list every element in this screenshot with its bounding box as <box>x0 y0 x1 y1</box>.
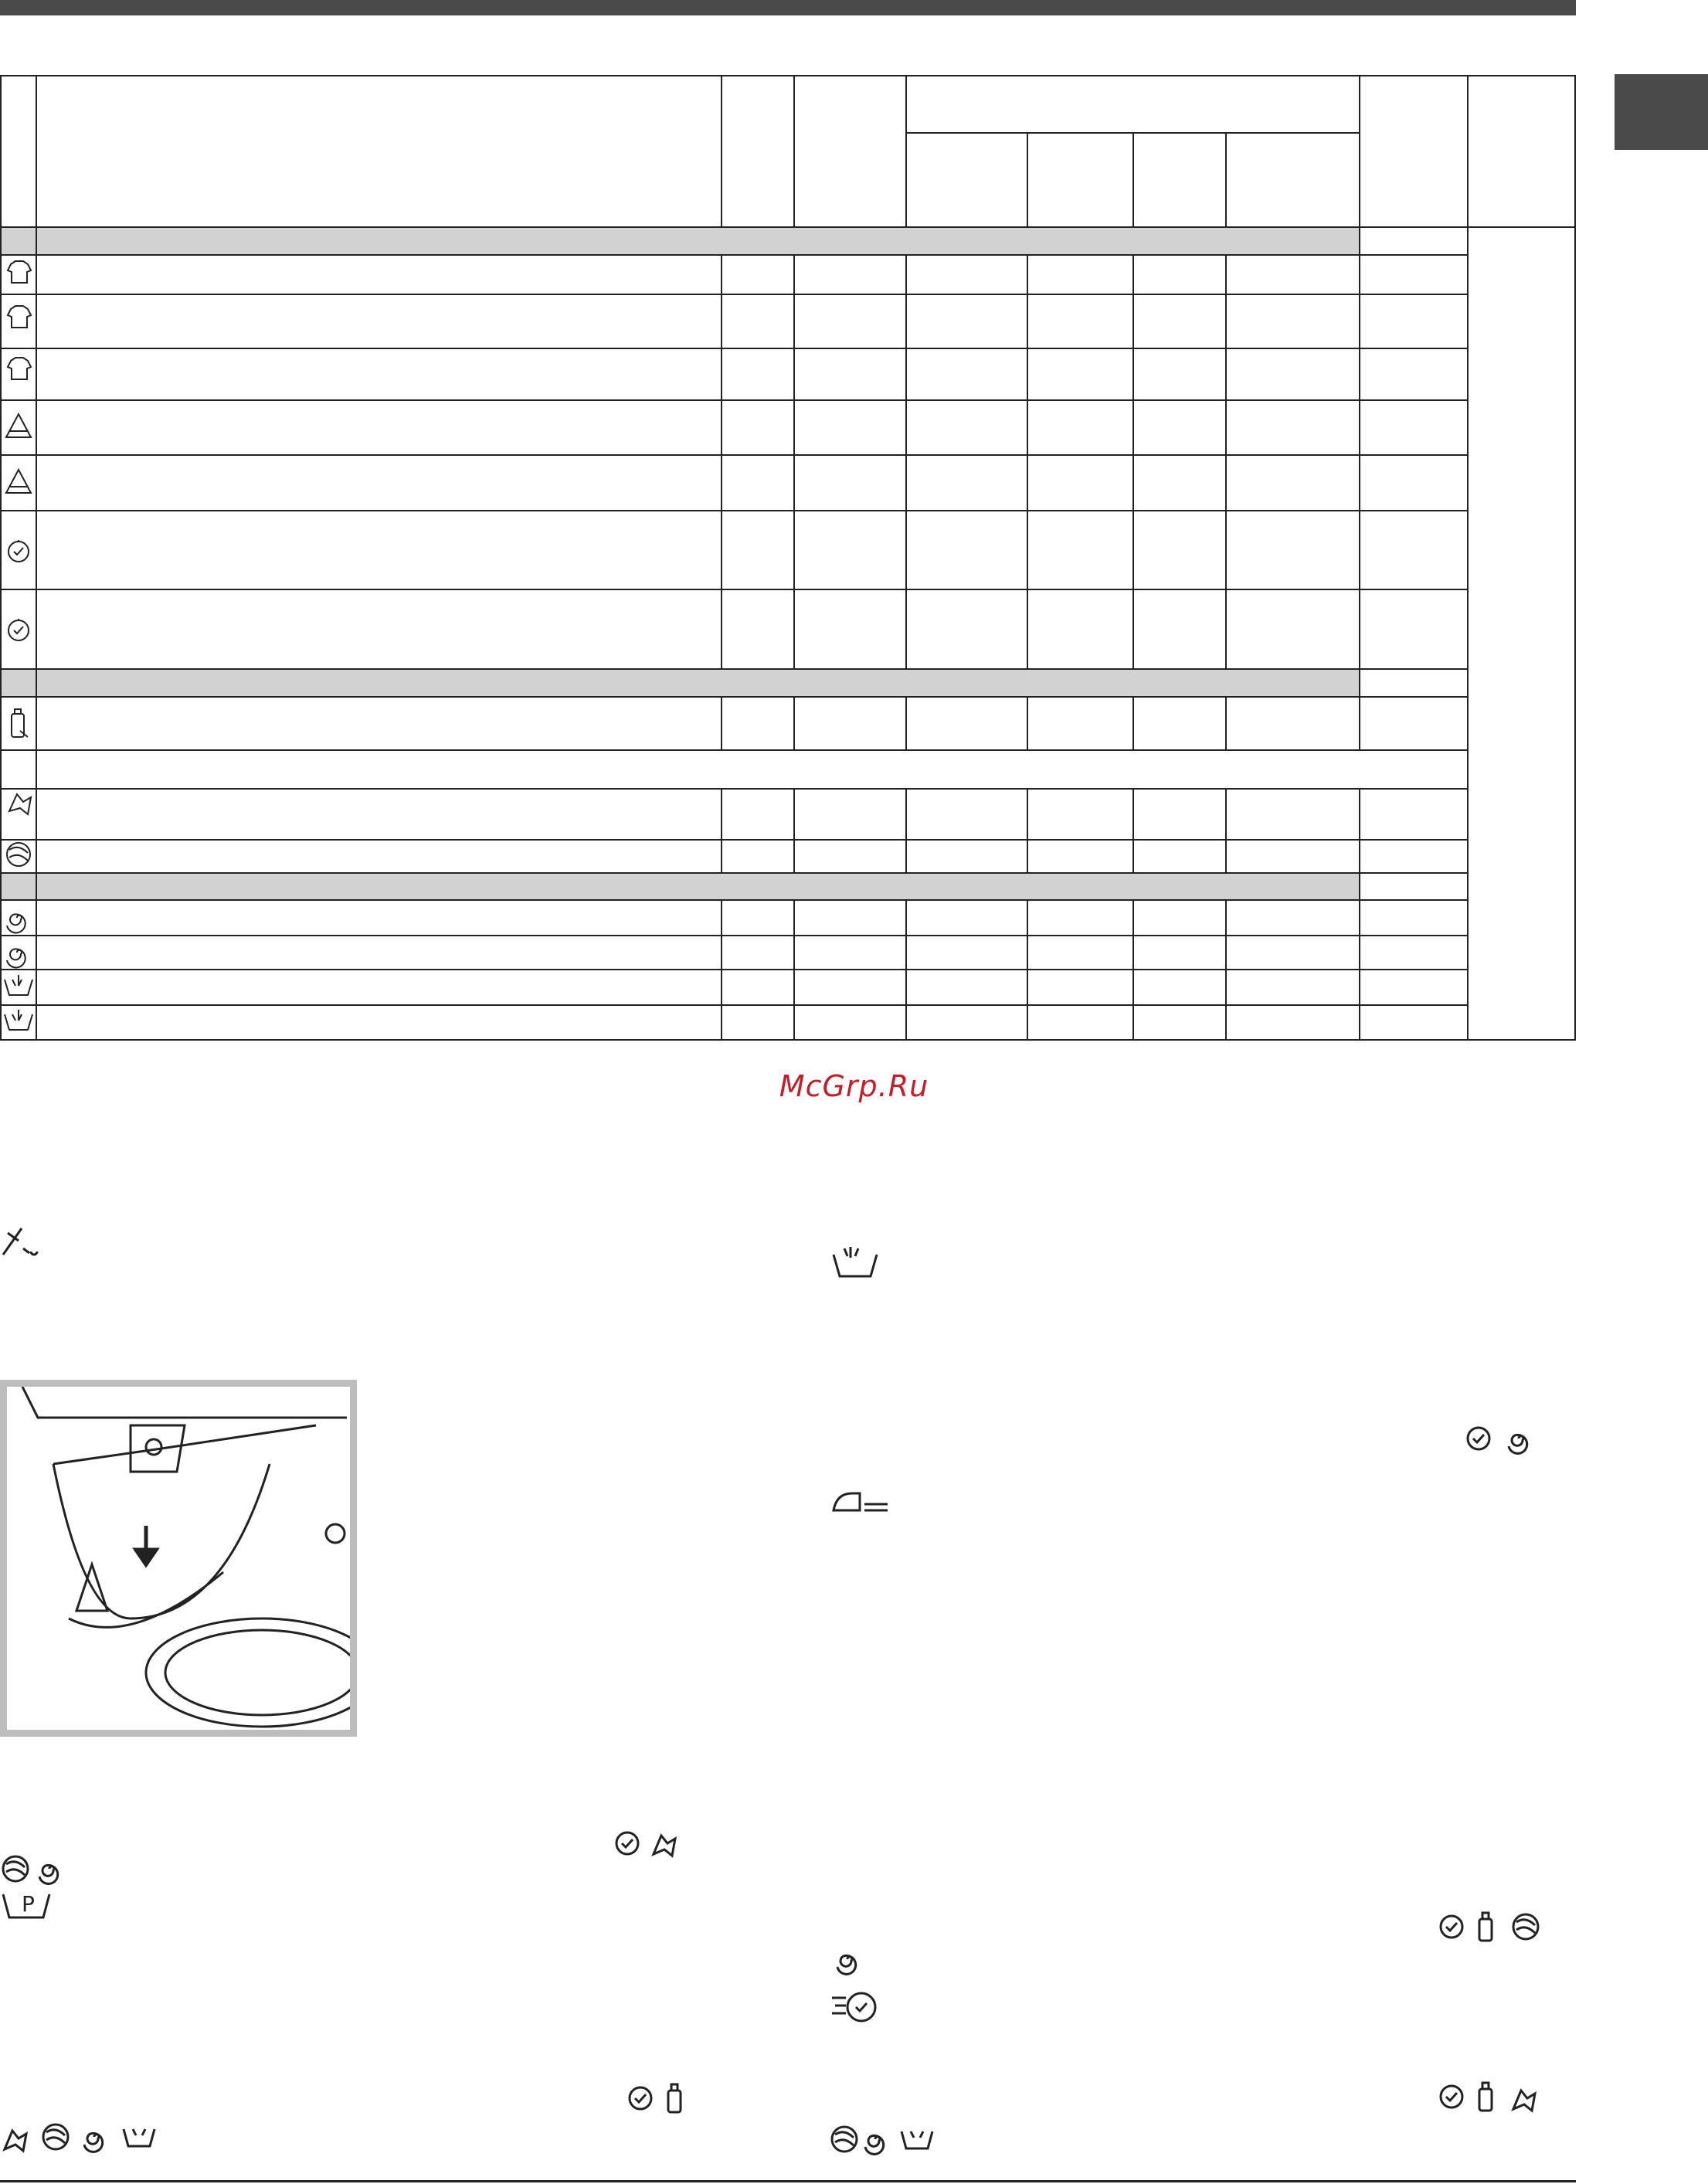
wool-spin-icons <box>0 1850 77 1889</box>
drain-icon <box>124 2129 155 2146</box>
drain-icon <box>5 975 32 995</box>
timer-bottle-silk-icons <box>1433 2078 1549 2117</box>
timer-icon <box>8 540 29 562</box>
wool-icon <box>7 843 30 866</box>
tshirt-icon <box>8 261 31 283</box>
timer-icon <box>616 1832 638 1854</box>
silk-icon <box>9 794 31 814</box>
timer-bottle-icons <box>622 2080 699 2118</box>
wool-icon <box>1513 1914 1538 1939</box>
spin-icon <box>830 1941 869 1979</box>
wool-icon <box>3 1856 28 1881</box>
tshirt-icon <box>8 358 31 379</box>
stain-removal-icon <box>0 1221 46 1267</box>
wool-spin-drain-icons <box>830 2121 939 2159</box>
timer-icon <box>1441 2086 1462 2108</box>
silk-icon <box>5 2131 26 2151</box>
delicates-icon <box>6 414 31 437</box>
timer-icon <box>1468 1428 1489 1449</box>
svg-text:P: P <box>22 1891 35 1917</box>
baby-bottle-icon <box>668 2084 681 2112</box>
quick-wash-icon <box>830 1987 885 2026</box>
timer-spin-icons <box>1460 1420 1545 1459</box>
drain-icon <box>902 2131 932 2148</box>
spin-icon <box>7 914 25 932</box>
wool-icon <box>43 2125 68 2149</box>
watermark: McGrp.Ru <box>779 1069 929 1103</box>
table-section-row <box>1 873 1360 900</box>
iron-icon <box>830 1487 892 1518</box>
baby-bottle-icon <box>1479 1913 1492 1941</box>
baby-bottle-icon <box>1479 2083 1492 2111</box>
table-section-row <box>1 669 1360 697</box>
silk-wool-spin-drain-icons <box>0 2118 170 2157</box>
table-section-fills <box>1 227 1360 900</box>
baby-bottle-icon <box>12 709 28 737</box>
table-section-row <box>1 227 1360 255</box>
timer-icon <box>8 619 29 640</box>
prewash-icon <box>0 1885 70 1924</box>
delicates-icon <box>6 470 31 493</box>
detergent-drawer-drawing <box>7 1387 350 1730</box>
spin-icon <box>84 2133 103 2152</box>
page-footer-bar <box>0 2180 1576 2182</box>
spin-icon <box>39 1865 58 1883</box>
silk-icon <box>1513 2091 1535 2111</box>
spin-icon <box>865 2135 884 2154</box>
timer-bottle-wool-icons <box>1433 1908 1545 1947</box>
wool-icon <box>832 2127 857 2152</box>
timer-icon <box>1441 1916 1462 1938</box>
drain-icon <box>5 1010 32 1030</box>
silk-icon <box>654 1836 675 1856</box>
spin-icon <box>1509 1435 1527 1453</box>
timer-icon <box>630 2087 651 2109</box>
programme-table <box>0 0 1708 1051</box>
tab-insertion-illustration <box>0 1380 357 1737</box>
program-icons <box>5 261 32 1030</box>
rinse-icon <box>830 1244 885 1282</box>
tshirt-icon <box>8 306 31 328</box>
timer-silk-icons <box>610 1823 703 1862</box>
spin-icon <box>7 949 25 967</box>
